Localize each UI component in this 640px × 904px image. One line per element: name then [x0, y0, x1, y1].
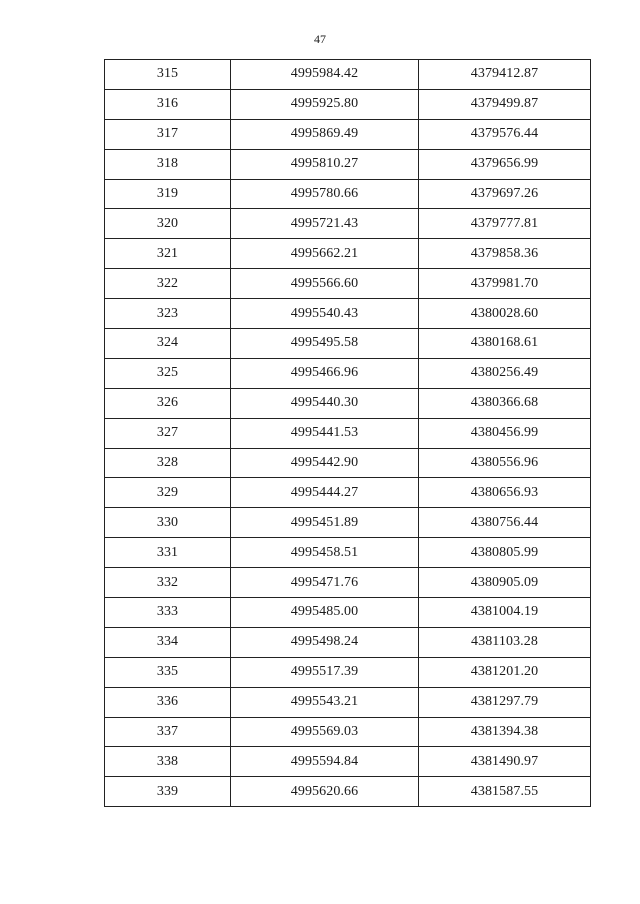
table-row: [105, 568, 591, 598]
x-coordinate-cell: 4995543.21: [231, 687, 419, 717]
x-coordinate-cell: 4995458.51: [231, 538, 419, 568]
y-coordinate-cell: 4379981.70: [419, 269, 591, 299]
coordinates-table-body: [105, 60, 591, 807]
table-row: [105, 598, 591, 628]
y-coordinate-cell: 4380556.96: [419, 448, 591, 478]
table-row: [105, 299, 591, 329]
x-coordinate-cell: 4995451.89: [231, 508, 419, 538]
point-number-cell: 328: [105, 448, 231, 478]
table-row: [105, 478, 591, 508]
point-number-cell: 324: [105, 329, 231, 359]
y-coordinate-cell: 4380805.99: [419, 538, 591, 568]
y-coordinate-cell: 4381004.19: [419, 598, 591, 628]
point-number-cell: 333: [105, 598, 231, 628]
point-number-cell: 318: [105, 149, 231, 179]
x-coordinate-cell: 4995466.96: [231, 358, 419, 388]
table-row: [105, 388, 591, 418]
y-coordinate-cell: 4379412.87: [419, 60, 591, 90]
table-row: [105, 358, 591, 388]
point-number-cell: 339: [105, 777, 231, 807]
point-number-cell: 335: [105, 657, 231, 687]
y-coordinate-cell: 4381103.28: [419, 627, 591, 657]
point-number-cell: 315: [105, 60, 231, 90]
point-number-cell: 338: [105, 747, 231, 777]
x-coordinate-cell: 4995566.60: [231, 269, 419, 299]
point-number-cell: 319: [105, 179, 231, 209]
x-coordinate-cell: 4995444.27: [231, 478, 419, 508]
y-coordinate-cell: 4380656.93: [419, 478, 591, 508]
x-coordinate-cell: 4995810.27: [231, 149, 419, 179]
table-row: [105, 269, 591, 299]
table-row: [105, 657, 591, 687]
table-row: [105, 627, 591, 657]
y-coordinate-cell: 4381490.97: [419, 747, 591, 777]
x-coordinate-cell: 4995869.49: [231, 119, 419, 149]
page-number: 47: [314, 32, 326, 46]
y-coordinate-cell: 4380028.60: [419, 299, 591, 329]
table-row: [105, 418, 591, 448]
y-coordinate-cell: 4380456.99: [419, 418, 591, 448]
y-coordinate-cell: 4381201.20: [419, 657, 591, 687]
table-row: [105, 329, 591, 359]
table-row: [105, 747, 591, 777]
table-row: [105, 239, 591, 269]
point-number-cell: 316: [105, 89, 231, 119]
x-coordinate-cell: 4995780.66: [231, 179, 419, 209]
x-coordinate-cell: 4995569.03: [231, 717, 419, 747]
x-coordinate-cell: 4995620.66: [231, 777, 419, 807]
point-number-cell: 329: [105, 478, 231, 508]
x-coordinate-cell: 4995925.80: [231, 89, 419, 119]
x-coordinate-cell: 4995485.00: [231, 598, 419, 628]
x-coordinate-cell: 4995662.21: [231, 239, 419, 269]
y-coordinate-cell: 4381587.55: [419, 777, 591, 807]
table-row: [105, 538, 591, 568]
table-row: [105, 149, 591, 179]
y-coordinate-cell: 4380366.68: [419, 388, 591, 418]
x-coordinate-cell: 4995440.30: [231, 388, 419, 418]
y-coordinate-cell: 4379697.26: [419, 179, 591, 209]
y-coordinate-cell: 4379576.44: [419, 119, 591, 149]
y-coordinate-cell: 4379777.81: [419, 209, 591, 239]
table-row: [105, 508, 591, 538]
table-row: [105, 119, 591, 149]
x-coordinate-cell: 4995442.90: [231, 448, 419, 478]
point-number-cell: 326: [105, 388, 231, 418]
x-coordinate-cell: 4995540.43: [231, 299, 419, 329]
y-coordinate-cell: 4379858.36: [419, 239, 591, 269]
y-coordinate-cell: 4380168.61: [419, 329, 591, 359]
point-number-cell: 323: [105, 299, 231, 329]
y-coordinate-cell: 4381394.38: [419, 717, 591, 747]
x-coordinate-cell: 4995517.39: [231, 657, 419, 687]
table-row: [105, 687, 591, 717]
table-row: [105, 89, 591, 119]
x-coordinate-cell: 4995984.42: [231, 60, 419, 90]
y-coordinate-cell: 4380905.09: [419, 568, 591, 598]
table-row: [105, 179, 591, 209]
table-row: [105, 777, 591, 807]
table-row: [105, 60, 591, 90]
table-row: [105, 448, 591, 478]
y-coordinate-cell: 4379499.87: [419, 89, 591, 119]
point-number-cell: 334: [105, 627, 231, 657]
table-row: [105, 717, 591, 747]
point-number-cell: 317: [105, 119, 231, 149]
point-number-cell: 325: [105, 358, 231, 388]
point-number-cell: 336: [105, 687, 231, 717]
x-coordinate-cell: 4995441.53: [231, 418, 419, 448]
x-coordinate-cell: 4995594.84: [231, 747, 419, 777]
y-coordinate-cell: 4379656.99: [419, 149, 591, 179]
coordinates-table: [104, 59, 591, 807]
point-number-cell: 321: [105, 239, 231, 269]
x-coordinate-cell: 4995495.58: [231, 329, 419, 359]
point-number-cell: 327: [105, 418, 231, 448]
point-number-cell: 320: [105, 209, 231, 239]
y-coordinate-cell: 4380756.44: [419, 508, 591, 538]
point-number-cell: 322: [105, 269, 231, 299]
x-coordinate-cell: 4995471.76: [231, 568, 419, 598]
point-number-cell: 330: [105, 508, 231, 538]
y-coordinate-cell: 4380256.49: [419, 358, 591, 388]
x-coordinate-cell: 4995721.43: [231, 209, 419, 239]
x-coordinate-cell: 4995498.24: [231, 627, 419, 657]
point-number-cell: 331: [105, 538, 231, 568]
point-number-cell: 337: [105, 717, 231, 747]
point-number-cell: 332: [105, 568, 231, 598]
y-coordinate-cell: 4381297.79: [419, 687, 591, 717]
table-row: [105, 209, 591, 239]
